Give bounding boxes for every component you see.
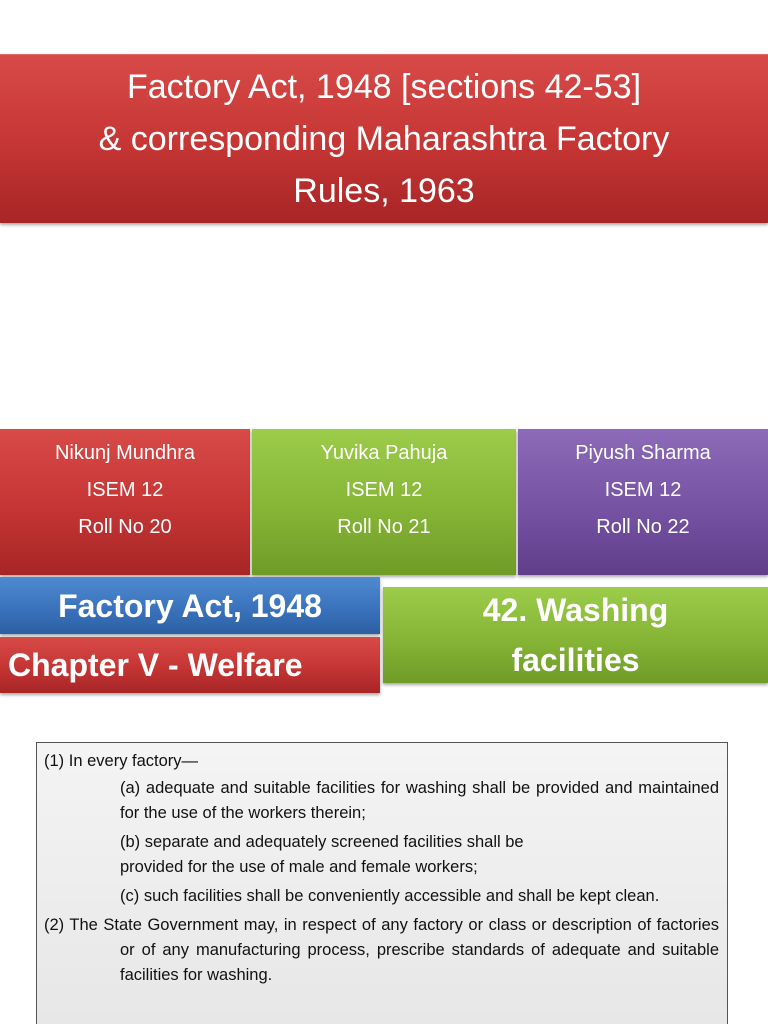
author-card-yuvika bbox=[252, 429, 516, 575]
title-line-2: & corresponding Maharashtra Factory bbox=[98, 120, 670, 158]
author-class: ISEM 12 bbox=[86, 479, 164, 501]
section-text-box bbox=[36, 742, 728, 1024]
title-line-1: Factory Act, 1948 [sections 42-53] bbox=[126, 68, 642, 106]
author-card-piyush bbox=[518, 429, 768, 575]
title-line-3: Rules, 1963 bbox=[293, 172, 475, 210]
act-header-text: Factory Act, 1948 bbox=[58, 587, 322, 624]
author-roll: Roll No 21 bbox=[337, 516, 431, 538]
section-header bbox=[383, 587, 768, 683]
chapter-header bbox=[0, 637, 380, 693]
clause-2: (2) The State Government may, in respect of any factory or class or description of factories or of any manufacturing process, prescribe standards of adequate and suitable facilities for washing. bbox=[44, 916, 719, 984]
author-name: Piyush Sharma bbox=[575, 442, 711, 464]
chapter-header-text: Chapter V - Welfare bbox=[8, 647, 303, 683]
author-class: ISEM 12 bbox=[345, 479, 423, 501]
author-roll: Roll No 22 bbox=[596, 516, 690, 538]
clause-1c: (c) such facilities shall be conveniently accessible and shall be kept clean. bbox=[120, 887, 660, 905]
clause-1b bbox=[120, 830, 719, 880]
clause-1b-line-1: (b) separate and adequately screened facilities shall be bbox=[120, 833, 524, 851]
act-header bbox=[0, 577, 380, 634]
title-banner bbox=[0, 54, 768, 223]
author-card-nikunj bbox=[0, 429, 250, 575]
section-header-line-2: facilities bbox=[511, 642, 640, 678]
author-class: ISEM 12 bbox=[604, 479, 682, 501]
author-name: Nikunj Mundhra bbox=[54, 442, 196, 464]
section-header-line-1: 42. Washing bbox=[482, 592, 669, 628]
author-name: Yuvika Pahuja bbox=[320, 442, 448, 464]
clause-1b-line-2: provided for the use of male and female workers; bbox=[120, 858, 478, 876]
clause-1-intro: (1) In every factory— bbox=[44, 752, 199, 770]
author-roll: Roll No 20 bbox=[78, 516, 172, 538]
clause-1a: (a) adequate and suitable facilities for washing shall be provided and maintained for the use of the workers therein; bbox=[120, 779, 719, 822]
